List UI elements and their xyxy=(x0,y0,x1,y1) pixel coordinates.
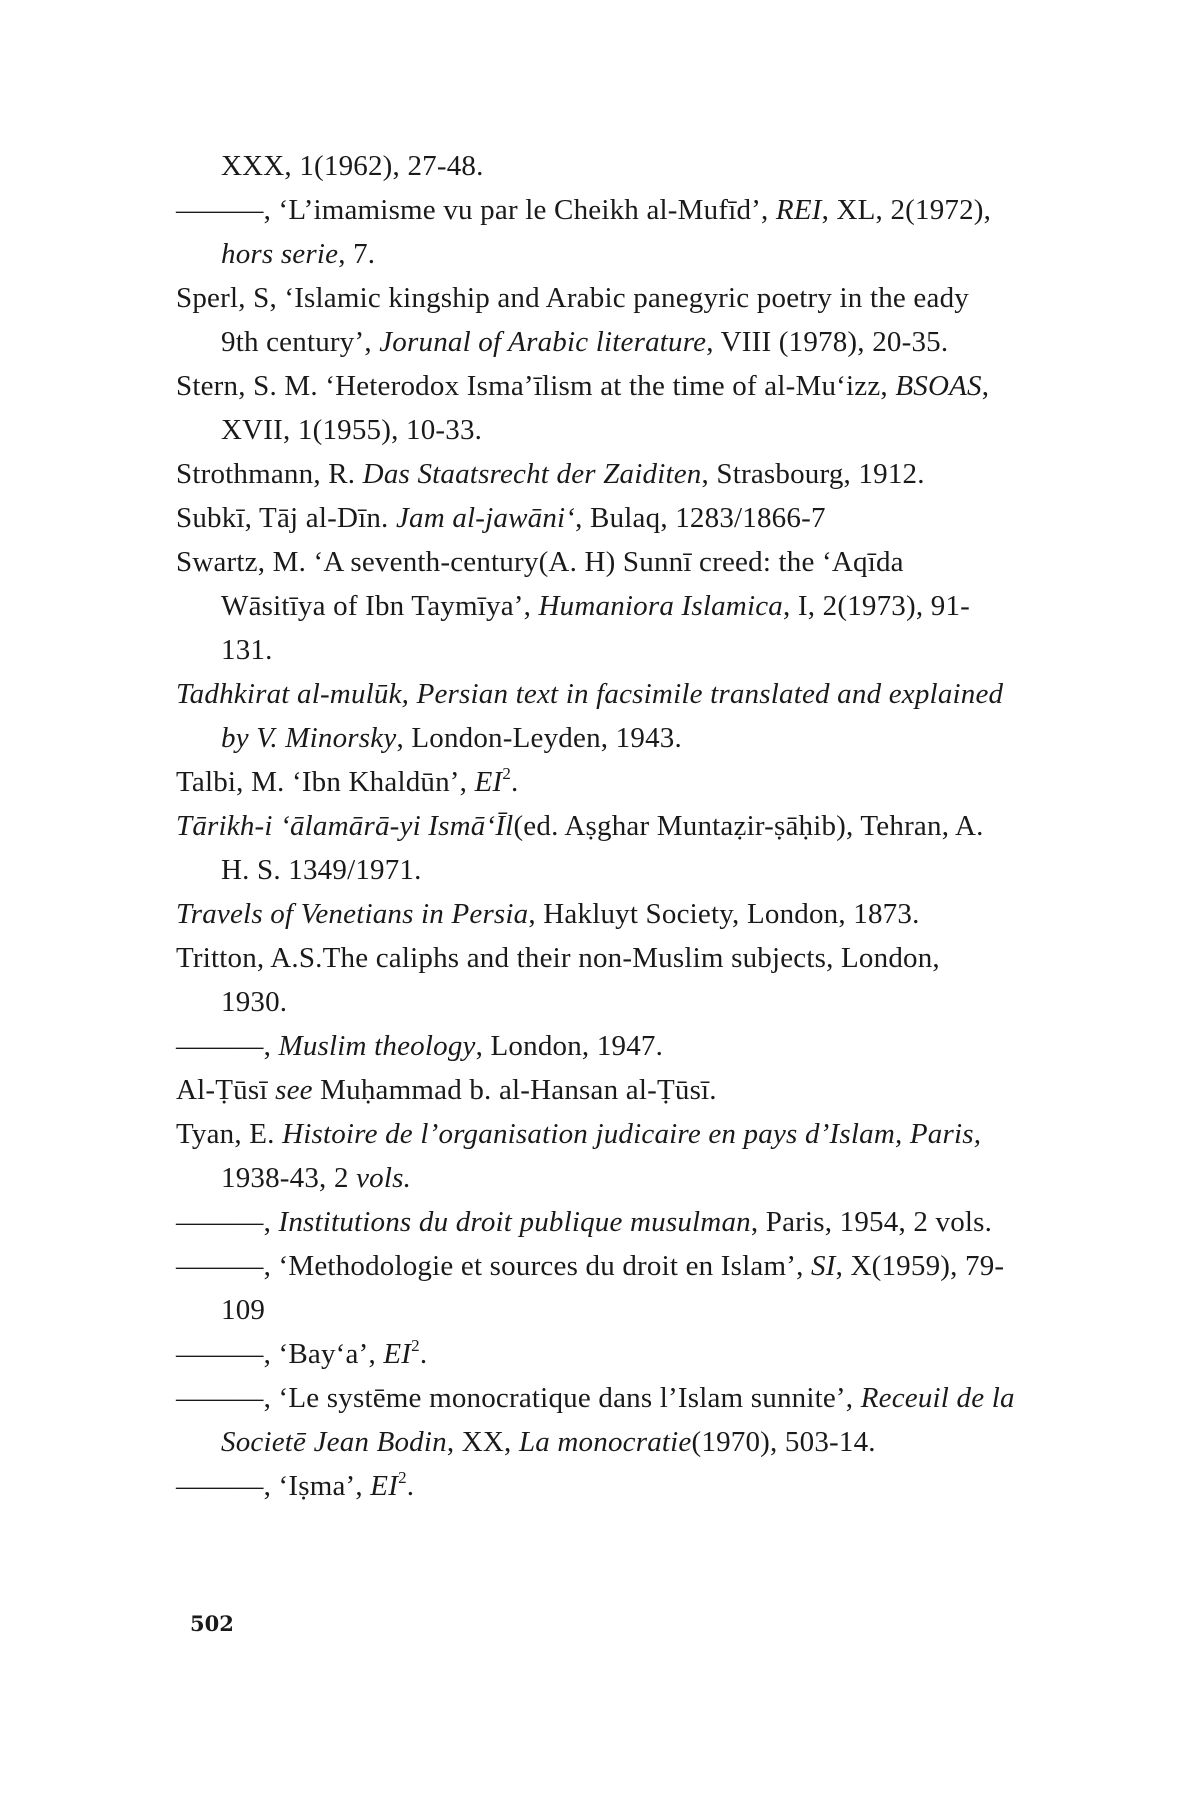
bib-entry-strothmann: Strothmann, R. Das Staatsrecht der Zaiditen, Strasbourg, 1912. xyxy=(176,458,925,490)
bib-line: XVII, 1(1955), 10-33. xyxy=(221,414,483,446)
bib-entry-tritton: Tritton, A.S.The caliphs and their non-Muslim subjects, London, xyxy=(176,942,940,974)
bib-entry-imamisme: ———, ‘L’imamisme vu par le Cheikh al-Mufīd’, REI, XL, 2(1972), xyxy=(176,194,992,226)
bib-line: Societē Jean Bodin, XX, La monocratie(1970), 503-14. xyxy=(221,1426,876,1458)
bib-line: H. S. 1349/1971. xyxy=(221,854,422,886)
bib-entry-systeme: ———, ‘Le systēme monocratique dans l’Islam sunnite’, Receuil de la xyxy=(176,1382,1015,1414)
bib-line: 1938-43, 2 vols. xyxy=(221,1162,412,1194)
bib-entry-travels: Travels of Venetians in Persia, Hakluyt Society, London, 1873. xyxy=(176,898,920,930)
bib-entry-baya: ———, ‘Bay‘a’, $EI^2$. xyxy=(176,1336,428,1370)
bib-entry-institutions: ———, Institutions du droit publique musulman, Paris, 1954, 2 vols. xyxy=(176,1206,993,1238)
bib-entry-methodologie: ———, ‘Methodologie et sources du droit en Islam’, SI, X(1959), 79- xyxy=(176,1250,1005,1282)
bib-line: 109 xyxy=(221,1294,266,1326)
bib-entry-sperl: Sperl, S, ‘Islamic kingship and Arabic panegyric poetry in the eady xyxy=(176,282,969,314)
bib-line: XXX, 1(1962), 27-48. xyxy=(221,150,484,182)
bib-line: by V. Minorsky, London-Leyden, 1943. xyxy=(221,722,682,754)
bib-entry-tarikh: Tārikh-i ‘ālamārā-yi Ismā‘Īl(ed. Aṣghar Muntaẓir-ṣāḥib), Tehran, A. xyxy=(176,810,984,842)
page-number: 502 xyxy=(190,1611,234,1636)
bib-line: Wāsitīya of Ibn Taymīya’, Humaniora Islamica, I, 2(1973), 91- xyxy=(221,590,971,622)
bib-entry-stern: Stern, S. M. ‘Heterodox Isma’īlism at the time of al-Mu‘izz, BSOAS, xyxy=(176,370,990,402)
bib-line: hors serie, 7. xyxy=(221,238,376,270)
bib-entry-muslim-theology: ———, Muslim theology, London, 1947. xyxy=(176,1030,664,1062)
bib-line: 131. xyxy=(221,634,273,666)
bib-entry-tyan: Tyan, E. Histoire de l’organisation judicaire en pays d’Islam, Paris, xyxy=(176,1118,982,1150)
bib-line: 9th century’, Jorunal of Arabic literature, VIII (1978), 20-35. xyxy=(221,326,949,358)
bib-entry-isma: ———, ‘Iṣma’, $EI^2$. xyxy=(176,1468,415,1502)
bib-entry-tusi: Al-Ṭūsī see Muḥammad b. al-Hansan al-Ṭūsī. xyxy=(176,1074,717,1106)
bib-entry-swartz: Swartz, M. ‘A seventh-century(A. H) Sunnī creed: the ‘Aqīda xyxy=(176,546,904,578)
bib-entry-talbi: Talbi, M. ‘Ibn Khaldūn’, $EI^2$. xyxy=(176,764,519,798)
bib-entry-subki: Subkī, Tāj al-Dīn. Jam al-jawāni‘, Bulaq, 1283/1866-7 xyxy=(176,502,826,534)
bib-line: 1930. xyxy=(221,986,288,1018)
bib-entry-tadhkirat: Tadhkirat al-mulūk, Persian text in facsimile translated and explained xyxy=(176,678,1004,710)
